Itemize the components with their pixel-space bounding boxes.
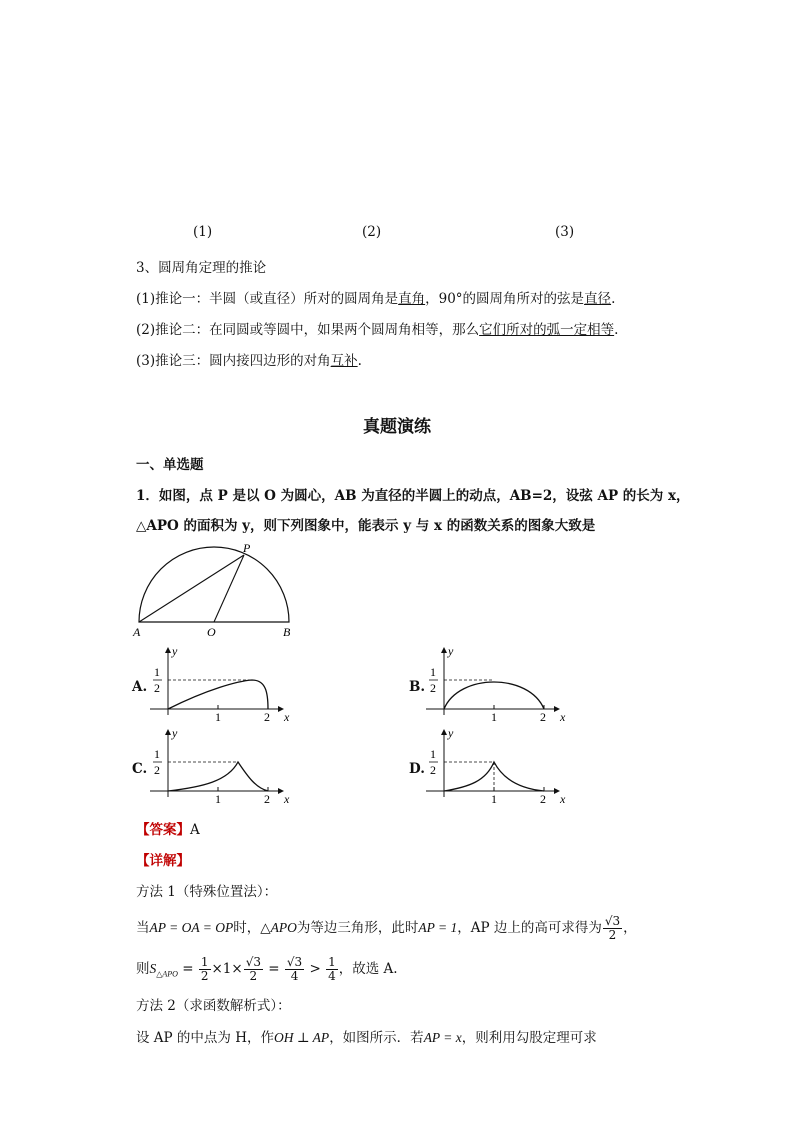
corollary-1-mid: ，90°的圆周角所对的弦是 — [425, 291, 585, 307]
section3-heading: 3、圆周角定理的推论 — [136, 260, 267, 276]
tick-label-1: 1 — [491, 792, 497, 806]
corollary-2-num: (2) — [136, 322, 156, 338]
corollary-3-num: (3) — [136, 353, 156, 369]
function-curve — [168, 680, 268, 709]
part-title: 一、单选题 — [136, 457, 204, 473]
frac-sqrt3-4: $\frac{√3}{4}$ — [286, 955, 303, 983]
tick-label-1: 1 — [215, 792, 221, 806]
frac-1-4: $\frac{1}{4}$ — [328, 955, 336, 983]
question-line-2: △APO 的面积为 y，则下列图象中，能表示 y 与 x 的函数关系的图象大致是 — [136, 518, 596, 534]
function-curve — [444, 762, 544, 791]
m1-text-d: ，AP 边上的高可求得为 — [457, 920, 602, 936]
y-axis-label: y — [448, 646, 454, 658]
option-B-graph[interactable] — [426, 646, 576, 726]
option-C-letter[interactable]: C. — [132, 761, 148, 777]
figure-label-1: (1) — [193, 224, 213, 240]
y-axis-arrow — [165, 647, 171, 653]
option-A-letter[interactable]: A. — [132, 679, 148, 695]
corollary-2-text: 推论二：在同圆或等圆中，如果两个圆周角相等，那么 — [155, 322, 480, 338]
frac-1-2: $\frac{1}{2}$ — [200, 955, 209, 983]
function-curve — [444, 682, 544, 709]
corollary-2-end: . — [614, 322, 619, 338]
corollary-1-answer1: 直角 — [398, 291, 426, 307]
section-title: 真题演练 — [363, 417, 431, 437]
corollary-2 — [136, 318, 618, 338]
half-numerator: 1 — [430, 747, 436, 761]
y-axis-label: y — [448, 728, 454, 740]
tick-label-2: 2 — [264, 710, 270, 724]
half-denominator: 2 — [154, 681, 160, 695]
m1-text-a: 当 — [136, 920, 150, 936]
m1-eq-ap-oa-op: AP = OA = OP — [149, 920, 234, 935]
m1-text-b: 时， — [233, 920, 261, 936]
figure-label-3: (3) — [555, 224, 575, 240]
x-axis-label: x — [284, 710, 290, 724]
corollary-2-answer: 它们所对的弧一定相等 — [479, 322, 615, 338]
option-A-graph[interactable] — [150, 646, 300, 726]
tick-label-2: 2 — [540, 792, 546, 806]
function-curve — [168, 762, 268, 791]
tick-label-1: 1 — [215, 710, 221, 724]
corollary-1-num: (1) — [136, 291, 156, 307]
area-subscript: △APO — [156, 969, 178, 979]
point-A-label: A — [133, 625, 141, 639]
y-axis-arrow — [165, 729, 171, 735]
explain-label: 【详解】 — [136, 853, 190, 869]
half-numerator: 1 — [154, 747, 160, 761]
m2l1-text-b: ，如图所示．若 — [329, 1030, 424, 1046]
y-axis-label: y — [172, 728, 178, 740]
chord-AP — [139, 555, 244, 622]
method2-line1 — [136, 1026, 597, 1046]
half-denominator: 2 — [430, 763, 436, 777]
half-numerator: 1 — [430, 665, 436, 679]
option-B-letter[interactable]: B. — [409, 679, 426, 695]
m1-text-e: ， — [623, 920, 637, 936]
answer-line — [136, 818, 200, 838]
semicircle-figure — [130, 538, 310, 642]
tick-label-1: 1 — [491, 710, 497, 724]
frac-sqrt3-over-2: $\frac{√3}{2}$ — [604, 914, 621, 942]
m2l1-ap-x: AP = x — [423, 1030, 462, 1045]
method1-line1 — [136, 915, 637, 942]
method1-line2: 则$S_{\triangle APO}$ = $\frac{1}{2}$ ×1× $\frac{√3}{2}$ = $\frac{√3}{4}$ > $\frac{1}{4}$ ，故选 A. — [136, 955, 398, 983]
corollary-1-text: 推论一：半圆（或直径）所对的圆周角是 — [155, 291, 399, 307]
m1-triangle-apo: △APO — [260, 920, 297, 935]
answer-value: A — [190, 822, 200, 838]
answer-label: 【答案】 — [136, 822, 190, 838]
x-axis-label: x — [560, 792, 566, 806]
semicircle-arc — [139, 547, 289, 622]
option-D-graph[interactable] — [426, 728, 576, 808]
y-axis-arrow — [441, 647, 447, 653]
x-axis-label: x — [284, 792, 290, 806]
figure-label-2: (2) — [362, 224, 382, 240]
method2-title: 方法 2（求函数解析式）： — [136, 998, 291, 1014]
m2l1-text-c: ，则利用勾股定理可求 — [461, 1030, 597, 1046]
frac-sqrt3-2: $\frac{√3}{2}$ — [245, 955, 261, 983]
corollary-3-answer: 互补 — [330, 353, 358, 369]
m1-eq-ap-1: AP = 1 — [418, 920, 458, 935]
m1-text-c: 为等边三角形，此时 — [296, 920, 419, 936]
corollary-3-text: 推论三：圆内接四边形的对角 — [155, 353, 331, 369]
half-denominator: 2 — [430, 681, 436, 695]
m2l1-oh-perp-ap: OH ⊥ AP — [273, 1030, 330, 1045]
x-axis-label: x — [560, 710, 566, 724]
corollary-1-end: . — [611, 291, 616, 307]
m1-line2-end: ，故选 A. — [338, 961, 398, 977]
option-C-graph[interactable] — [150, 728, 300, 808]
m2l1-text-a: 设 AP 的中点为 H，作 — [136, 1030, 274, 1046]
half-denominator: 2 — [154, 763, 160, 777]
tick-label-2: 2 — [540, 710, 546, 724]
tick-label-2: 2 — [264, 792, 270, 806]
corollary-1 — [136, 287, 615, 307]
point-B-label: B — [283, 625, 291, 639]
y-axis-arrow — [441, 729, 447, 735]
point-O-label: O — [207, 625, 216, 639]
corollary-3-end: . — [357, 353, 362, 369]
corollary-3 — [136, 349, 362, 369]
half-numerator: 1 — [154, 665, 160, 679]
option-D-letter[interactable]: D. — [409, 761, 425, 777]
y-axis-label: y — [172, 646, 178, 658]
corollary-1-answer2: 直径 — [584, 291, 612, 307]
method1-title: 方法 1（特殊位置法）： — [136, 884, 278, 900]
point-P-label: P — [243, 541, 251, 555]
area-symbol: S — [149, 961, 157, 976]
question-line-1: 1．如图，点 P 是以 O 为圆心，AB 为直径的半圆上的动点，AB=2，设弦 AP 的长为 x， — [136, 488, 690, 504]
m2-text-a: 则 — [136, 961, 150, 977]
